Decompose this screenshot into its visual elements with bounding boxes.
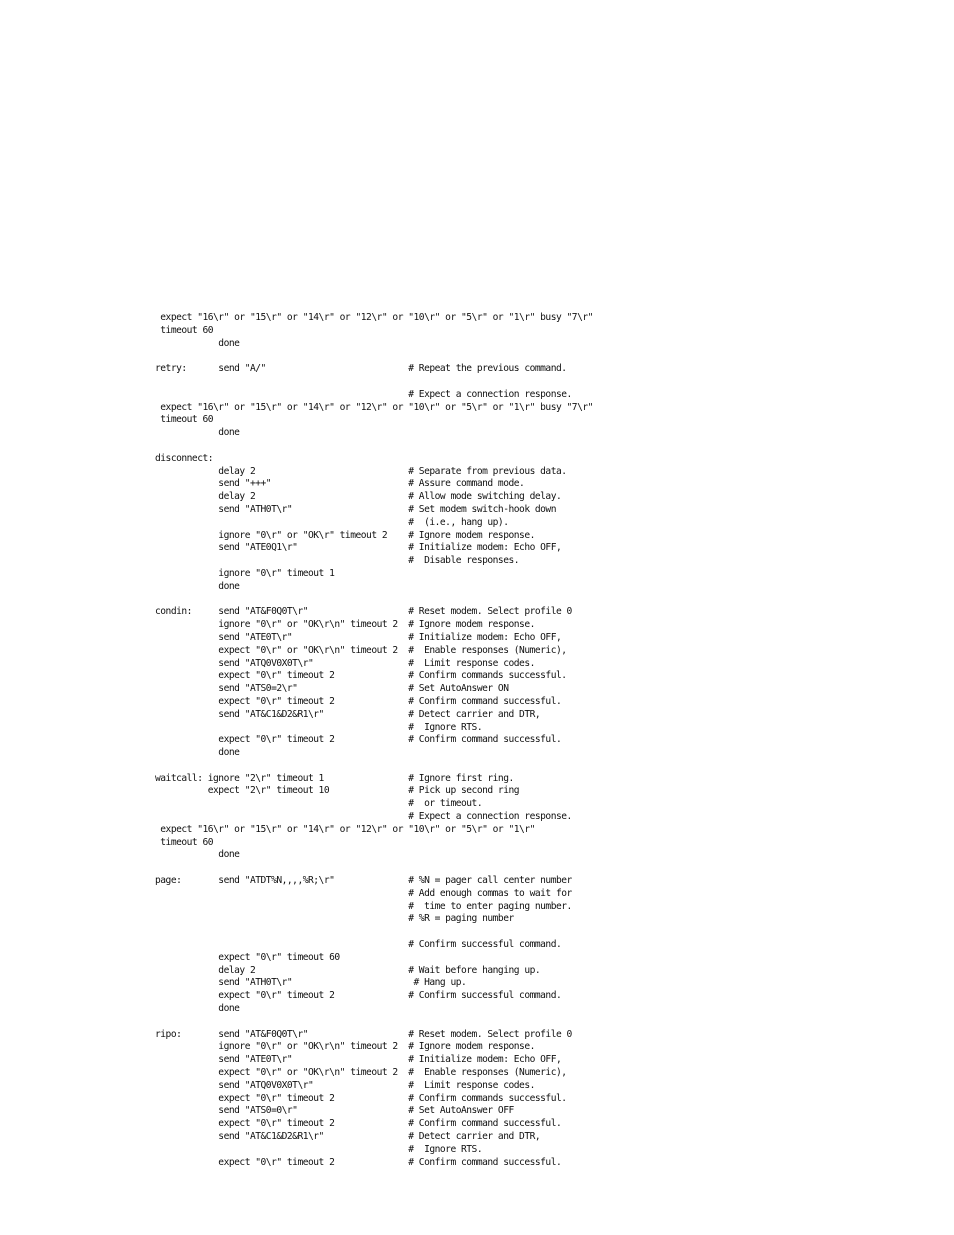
code-line xyxy=(155,1016,935,1029)
code-line: ignore "0\r" timeout 1 xyxy=(155,567,335,579)
code-line: # Disable responses. xyxy=(155,555,520,567)
code-line: done xyxy=(155,849,240,861)
code-line: # (i.e., hang up). xyxy=(155,516,509,528)
code-line: send "AT&C1&D2&R1\r" # Detect carrier and DTR, xyxy=(155,708,541,720)
code-line: timeout 60 xyxy=(155,836,214,848)
code-line: # %R = paging number xyxy=(155,913,514,925)
code-line: disconnect: xyxy=(155,452,214,464)
code-line: ignore "0\r" or "OK\r" timeout 2 # Ignore modem response. xyxy=(155,529,535,541)
code-line: expect "16\r" or "15\r" or "14\r" or "12\r" or "10\r" or "5\r" or "1\r" busy "7\r" xyxy=(155,401,593,413)
code-line xyxy=(155,350,935,363)
code-line: done xyxy=(155,1003,240,1015)
code-line: send "ATH0T\r" # Hang up. xyxy=(155,977,467,989)
code-line: send "ATE0T\r" # Initialize modem: Echo OFF, xyxy=(155,1054,562,1066)
code-line xyxy=(155,594,935,607)
code-line: waitcall: ignore "2\r" timeout 1 # Ignore first ring. xyxy=(155,772,514,784)
code-line: send "ATH0T\r" # Set modem switch-hook down xyxy=(155,503,556,515)
code-line: send "ATE0T\r" # Initialize modem: Echo OFF, xyxy=(155,631,562,643)
code-line: expect "0\r" timeout 2 # Confirm command successful. xyxy=(155,1156,562,1168)
code-line: expect "0\r" or "OK\r\n" timeout 2 # Enable responses (Numeric), xyxy=(155,1067,567,1079)
code-line: ripo: send "AT&F0Q0T\r" # Reset modem. Select profile 0 xyxy=(155,1028,572,1040)
code-line: ignore "0\r" or "OK\r\n" timeout 2 # Ignore modem response. xyxy=(155,619,535,631)
code-line: delay 2 # Allow mode switching delay. xyxy=(155,491,562,503)
code-line: send "ATE0Q1\r" # Initialize modem: Echo OFF, xyxy=(155,542,562,554)
code-line: # Ignore RTS. xyxy=(155,721,483,733)
code-listing xyxy=(155,312,935,1169)
code-line: send "+++" # Assure command mode. xyxy=(155,478,525,490)
code-line: timeout 60 xyxy=(155,414,214,426)
code-line: expect "16\r" or "15\r" or "14\r" or "12\r" or "10\r" or "5\r" or "1\r" busy "7\r" xyxy=(155,312,593,323)
code-line: delay 2 # Wait before hanging up. xyxy=(155,964,541,976)
code-line: retry: send "A/" # Repeat the previous command. xyxy=(155,363,567,375)
code-line: # or timeout. xyxy=(155,798,483,810)
code-line: delay 2 # Separate from previous data. xyxy=(155,465,567,477)
code-line: timeout 60 xyxy=(155,324,214,336)
code-line: # Confirm successful command. xyxy=(155,939,562,951)
code-line: expect "16\r" or "15\r" or "14\r" or "12\r" or "10\r" or "5\r" or "1\r" xyxy=(155,823,535,835)
code-line: done xyxy=(155,580,240,592)
code-line: send "ATS0=0\r" # Set AutoAnswer OFF xyxy=(155,1105,514,1117)
code-line: send "ATQ0V0X0T\r" # Limit response codes. xyxy=(155,657,535,669)
code-line: done xyxy=(155,427,240,439)
code-line: # Ignore RTS. xyxy=(155,1143,483,1155)
code-line xyxy=(155,926,935,939)
code-line xyxy=(155,760,935,773)
code-line: expect "2\r" timeout 10 # Pick up second ring xyxy=(155,785,520,797)
code-line: condin: send "AT&F0Q0T\r" # Reset modem. Select profile 0 xyxy=(155,606,572,618)
code-line: expect "0\r" timeout 60 xyxy=(155,951,340,963)
code-line: page: send "ATDT%N,,,,%R;\r" # %N = pager call center number xyxy=(155,875,572,887)
code-line: # Expect a connection response. xyxy=(155,388,572,400)
code-line: send "AT&C1&D2&R1\r" # Detect carrier and DTR, xyxy=(155,1131,541,1142)
code-line: expect "0\r" timeout 2 # Confirm command successful. xyxy=(155,1118,562,1130)
code-line xyxy=(155,440,935,453)
code-line: done xyxy=(155,747,240,759)
code-line: ignore "0\r" or "OK\r\n" timeout 2 # Ignore modem response. xyxy=(155,1041,535,1053)
code-line xyxy=(155,376,935,389)
code-line: # time to enter paging number. xyxy=(155,900,572,912)
code-line: # Expect a connection response. xyxy=(155,811,572,823)
code-line: done xyxy=(155,337,240,349)
code-line xyxy=(155,862,935,875)
code-line: expect "0\r" timeout 2 # Confirm commands successful. xyxy=(155,1092,567,1104)
code-line: expect "0\r" timeout 2 # Confirm successful command. xyxy=(155,990,562,1002)
code-line: expect "0\r" timeout 2 # Confirm command successful. xyxy=(155,734,562,746)
code-line: expect "0\r" or "OK\r\n" timeout 2 # Enable responses (Numeric), xyxy=(155,644,567,656)
code-line: # Add enough commas to wait for xyxy=(155,887,572,899)
code-line: send "ATQ0V0X0T\r" # Limit response codes. xyxy=(155,1079,535,1091)
code-line: expect "0\r" timeout 2 # Confirm command successful. xyxy=(155,695,562,707)
code-line: expect "0\r" timeout 2 # Confirm commands successful. xyxy=(155,670,567,682)
code-line: send "ATS0=2\r" # Set AutoAnswer ON xyxy=(155,683,509,695)
